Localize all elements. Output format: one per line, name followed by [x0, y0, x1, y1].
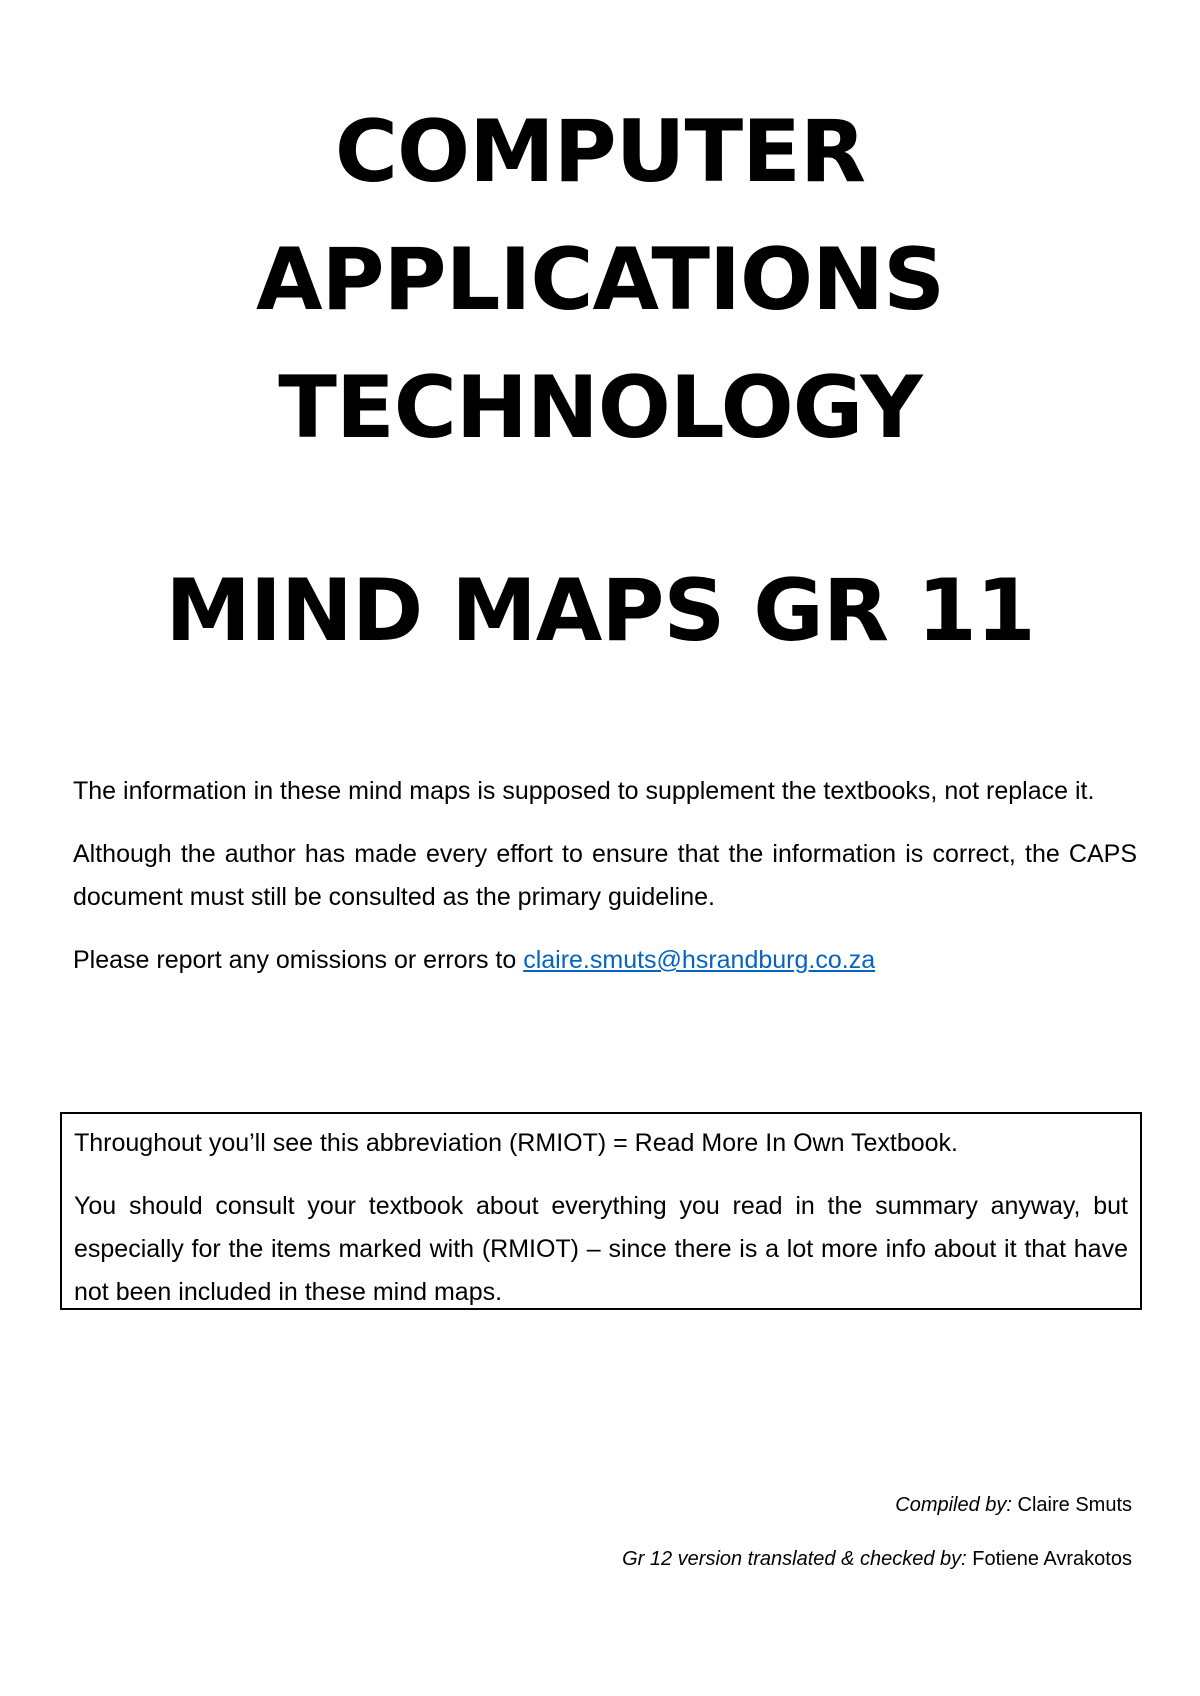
title-line-1: COMPUTER — [334, 102, 866, 202]
report-text: Please report any omissions or errors to — [73, 946, 524, 974]
translated-by-label: Gr 12 version translated & checked by: — [622, 1548, 967, 1570]
email-link[interactable]: claire.smuts@hsrandburg.co.za — [523, 946, 876, 974]
compiled-by — [332, 1490, 1132, 1520]
note-paragraph-2: You should consult your textbook about everything you read in the summary anyway, but especially for the items marked with (RMIOT) – since there is a lot more info about it that have not been included in these mind maps. — [74, 1192, 1128, 1306]
note-paragraph-1: Throughout you’ll see this abbreviation (RMIOT) = Read More In Own Textbook. — [74, 1129, 958, 1157]
title-line-3: TECHNOLOGY — [278, 358, 922, 458]
compiled-by-name: Claire Smuts — [1011, 1494, 1132, 1516]
intro-paragraph-3 — [73, 939, 1137, 982]
document-subtitle: MIND MAPS GR 11 — [165, 561, 1035, 661]
intro-section — [73, 770, 1137, 1002]
credits-section — [332, 1490, 1132, 1598]
translated-by-name: Fotiene Avrakotos — [966, 1548, 1132, 1570]
intro-paragraph-2: Although the author has made every effort to ensure that the information is correct, the CAPS document must still be consulted as the primary guideline. — [73, 840, 1137, 911]
rmiot-note-box — [60, 1112, 1142, 1310]
document-title — [0, 88, 1200, 472]
intro-paragraph-1: The information in these mind maps is supposed to supplement the textbooks, not replace it. — [73, 777, 1095, 805]
translated-by — [332, 1544, 1132, 1574]
title-line-2: APPLICATIONS — [255, 230, 945, 330]
compiled-by-label: Compiled by: — [895, 1494, 1012, 1516]
